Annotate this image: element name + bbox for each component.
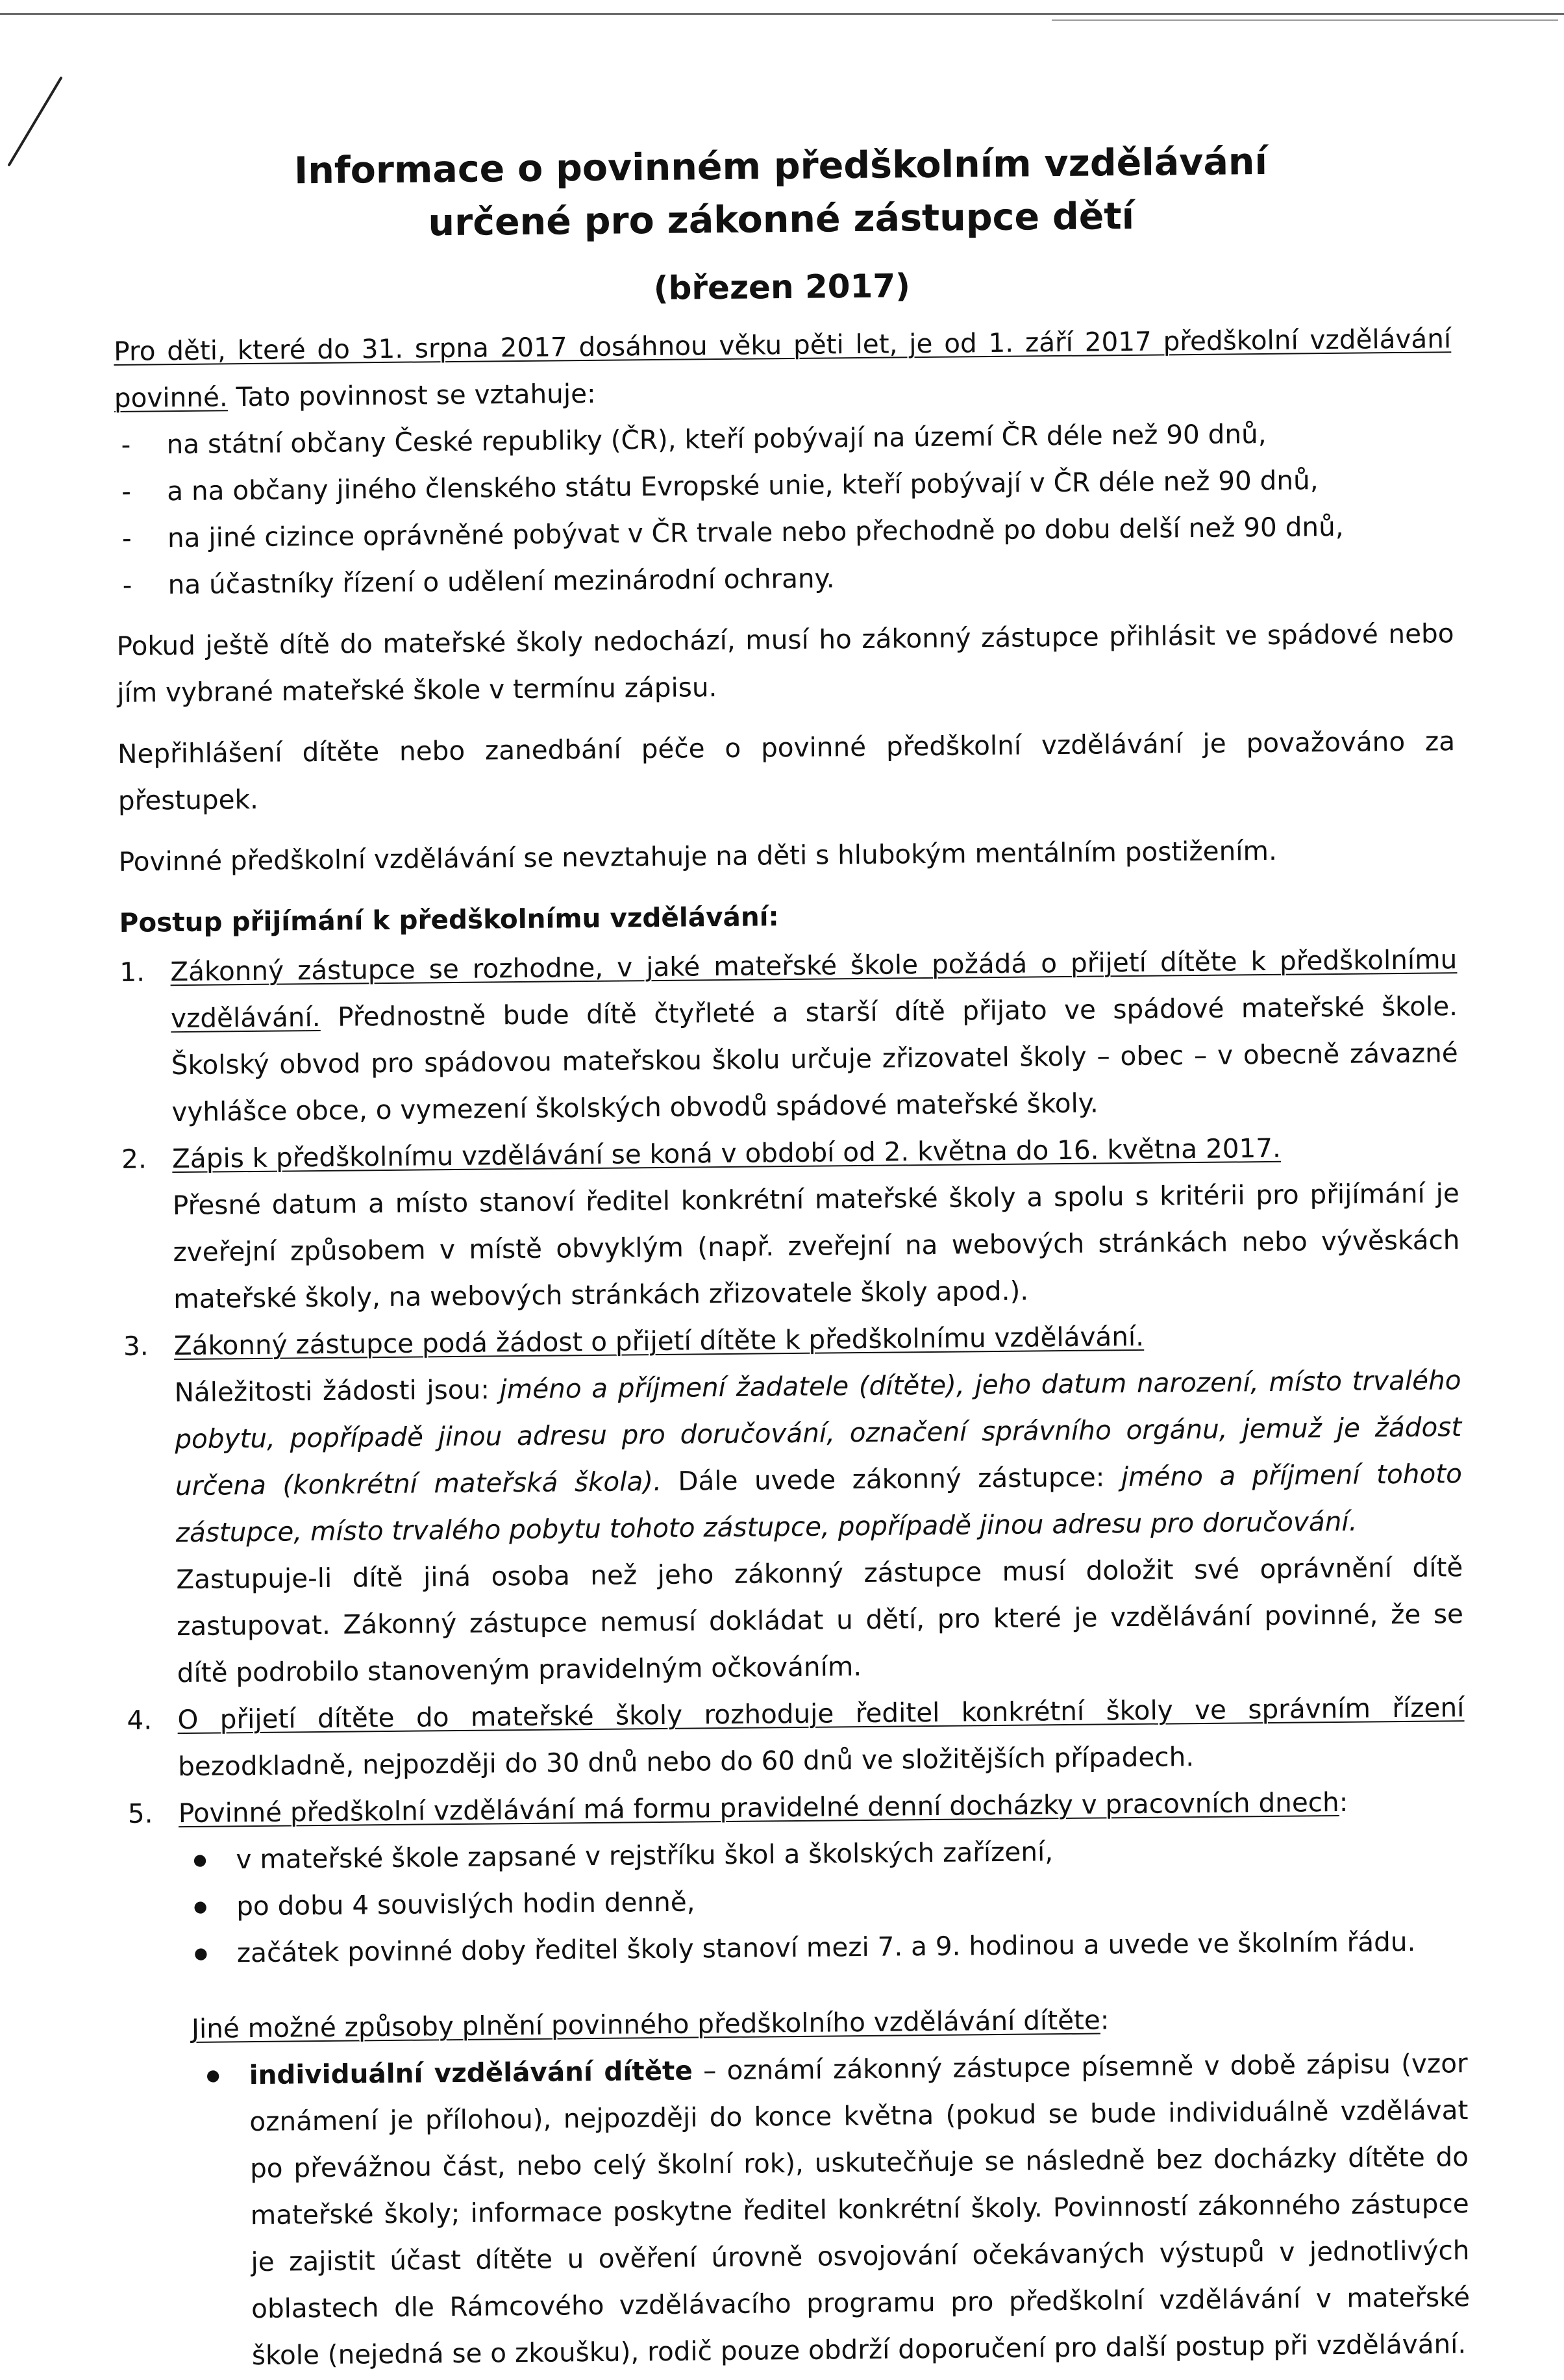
other-method-text: – oznámí zákonný zástupce písemně v době zápisu (vzor oznámení je přílohou), nejpozději do konce května (pokud se bude individuálně vzdělávat po převážnou část, nebo celý školní rok), uskutečňuje se následně bez docházky dítěte do mateřské školy; informace poskytne ředitel konkrétní školy. Povinností zákonného zástupce je zajistit účast dítěte u ověření úrovně osvojování očekávaných výstupů v jednotlivých oblastech dle Rámcového vzdělávacího programu pro předškolní vzdělávání v mateřské škole (nejedná se o zkoušku), rodič pouze obdrží doporučení pro další postup při vzdělávání. bbox=[249, 2048, 1471, 2372]
step-number: 5. bbox=[127, 1798, 153, 1829]
other-methods-list bbox=[192, 2040, 1471, 2379]
step-italic-child: jméno a příjmení žadatele (dítěte), jeho datum narození, místo trvalého pobytu, popřípadě jinou adresu pro doručování, označení správního orgánu, jemuž je žádost určena (konkrétní mateřská škola). bbox=[175, 1364, 1462, 1502]
other-methods-heading-text: Jiné možné způsoby plnění povinného předškolního vzdělávání dítěte bbox=[191, 2004, 1101, 2044]
attendance-item: ● po dobu 4 souvislých hodin denně, bbox=[236, 1871, 1467, 1929]
procedure-step bbox=[127, 1684, 1465, 1790]
pen-stroke-mark bbox=[4, 73, 75, 170]
step-text: bezodkladně, nejpozději do 30 dnů nebo do 60 dnů ve složitějších případech. bbox=[177, 1741, 1195, 1783]
applies-to-item: - na státní občany České republiky (ČR), kteří pobývají na území ČR déle než 90 dnů, bbox=[166, 408, 1452, 468]
other-methods-heading-colon: : bbox=[1100, 2004, 1110, 2036]
procedure-step bbox=[119, 936, 1459, 1135]
other-methods-section bbox=[130, 1993, 1471, 2380]
step-number: 1. bbox=[119, 956, 145, 988]
step-text: Zastupuje-li dítě jiná osoba než jeho zákonný zástupce musí doložit své oprávnění dítě zastupovat. Zákonný zástupce nemusí dokládat u dětí, pro které je vzdělávání povinné, že se dítě podrobilo stanoveným pravidelným očkováním. bbox=[176, 1551, 1464, 1689]
registration-paragraph: Pokud ještě dítě do mateřské školy nedochází, musí ho zákonný zástupce přihlásit ve spádové nebo jím vybrané mateřské škole v termínu zápisu. bbox=[116, 618, 1454, 708]
offense-paragraph: Nepřihlášení dítěte nebo zanedbání péče o povinné předškolní vzdělávání je považováno za přestupek. bbox=[117, 725, 1456, 816]
attendance-item: ● začátek povinné doby ředitel školy stanoví mezi 7. a 9. hodinou a uvede ve školním řádu. bbox=[237, 1918, 1467, 1976]
step-text: Přesné datum a místo stanoví ředitel konkrétní mateřské školy a spolu s kritérii pro přijímání je zveřejní způsobem v místě obvyklým (např. zveřejní na webových stránkách nebo vývěskách mateřské školy, na webových stránkách zřizovatele školy apod.). bbox=[172, 1177, 1460, 1315]
attendance-list bbox=[179, 1824, 1467, 1977]
procedure-step bbox=[127, 1777, 1467, 1977]
attendance-item: ● v mateřské škole zapsané v rejstříku škol a školských zařízení, bbox=[236, 1824, 1466, 1883]
procedure-step bbox=[123, 1310, 1464, 1696]
step-number: 3. bbox=[123, 1330, 149, 1362]
applies-to-item: - na účastníky řízení o udělení mezinárodní ochrany. bbox=[168, 549, 1454, 608]
scan-edge-line-short bbox=[1052, 19, 1558, 21]
document-body bbox=[112, 120, 1471, 2380]
intro-rest: Tato povinnost se vztahuje: bbox=[227, 377, 596, 413]
applies-to-item: - a na občany jiného členského státu Evropské unie, kteří pobývají v ČR déle než 90 dnů, bbox=[167, 455, 1453, 514]
applies-to-list bbox=[114, 408, 1454, 608]
step-lead: Náležitosti žádosti jsou: bbox=[174, 1373, 500, 1409]
step-number: 4. bbox=[127, 1704, 153, 1736]
step-underlined: O přijetí dítěte do mateřské školy rozhoduje ředitel konkrétní školy ve správním řízení bbox=[177, 1692, 1465, 1736]
title-line-2: určené pro zákonné zástupce dětí bbox=[428, 194, 1135, 245]
intro-paragraph bbox=[114, 315, 1452, 421]
step-underlined: Zákonný zástupce podá žádost o přijetí dítěte k předškolnímu vzdělávání. bbox=[173, 1320, 1145, 1362]
step-underlined: Zákonný zástupce se rozhodne, v jaké mateřské škole požádá o přijetí dítěte k předškolnímu vzdělávání. bbox=[170, 944, 1458, 1034]
scan-edge-line bbox=[0, 13, 1564, 15]
exemption-paragraph: Povinné předškolní vzdělávání se nevztahuje na děti s hlubokým mentálním postižením. bbox=[118, 834, 1278, 877]
step-italic-guardian: jméno a příjmení tohoto zástupce, místo trvalého pobytu tohoto zástupce, popřípadě jinou adresu pro doručování. bbox=[175, 1458, 1463, 1549]
document-date: (březen 2017) bbox=[653, 267, 911, 307]
step-text: : bbox=[1339, 1786, 1348, 1818]
procedure-heading: Postup přijímání k předškolnímu vzdělávání: bbox=[119, 901, 779, 938]
step-underlined: Povinné předškolní vzdělávání má formu pravidelné denní docházky v pracovních dnech bbox=[178, 1786, 1339, 1829]
applies-to-item: - na jiné cizince oprávněné pobývat v ČR trvale nebo přechodně po dobu delší než 90 dnů, bbox=[168, 502, 1454, 561]
other-method-title: individuální vzdělávání dítěte bbox=[249, 2055, 693, 2091]
step-mid: Dále uvede zákonný zástupce: bbox=[661, 1461, 1122, 1497]
title-line-1: Informace o povinném předškolním vzdělávání bbox=[293, 140, 1268, 193]
document-title bbox=[112, 133, 1450, 253]
procedure-steps bbox=[119, 936, 1467, 1977]
step-number: 2. bbox=[121, 1143, 147, 1175]
intro-underlined: Pro děti, které do 31. srpna 2017 dosáhnou věku pěti let, je od 1. září 2017 předškolní vzdělávání povinné. bbox=[113, 323, 1452, 414]
step-underlined: Zápis k předškolnímu vzdělávání se koná v období od 2. května do 16. května 2017. bbox=[171, 1132, 1282, 1175]
other-method-item bbox=[249, 2040, 1471, 2379]
step-text: Přednostně bude dítě čtyřleté a starší dítě přijato ve spádové mateřské škole. Školský obvod pro spádovou mateřskou školu určuje zřizovatel školy – obec – v obecně závazné vyhlášce obce, o vymezení školských obvodů spádové mateřské školy. bbox=[171, 990, 1458, 1128]
procedure-step bbox=[121, 1123, 1461, 1322]
